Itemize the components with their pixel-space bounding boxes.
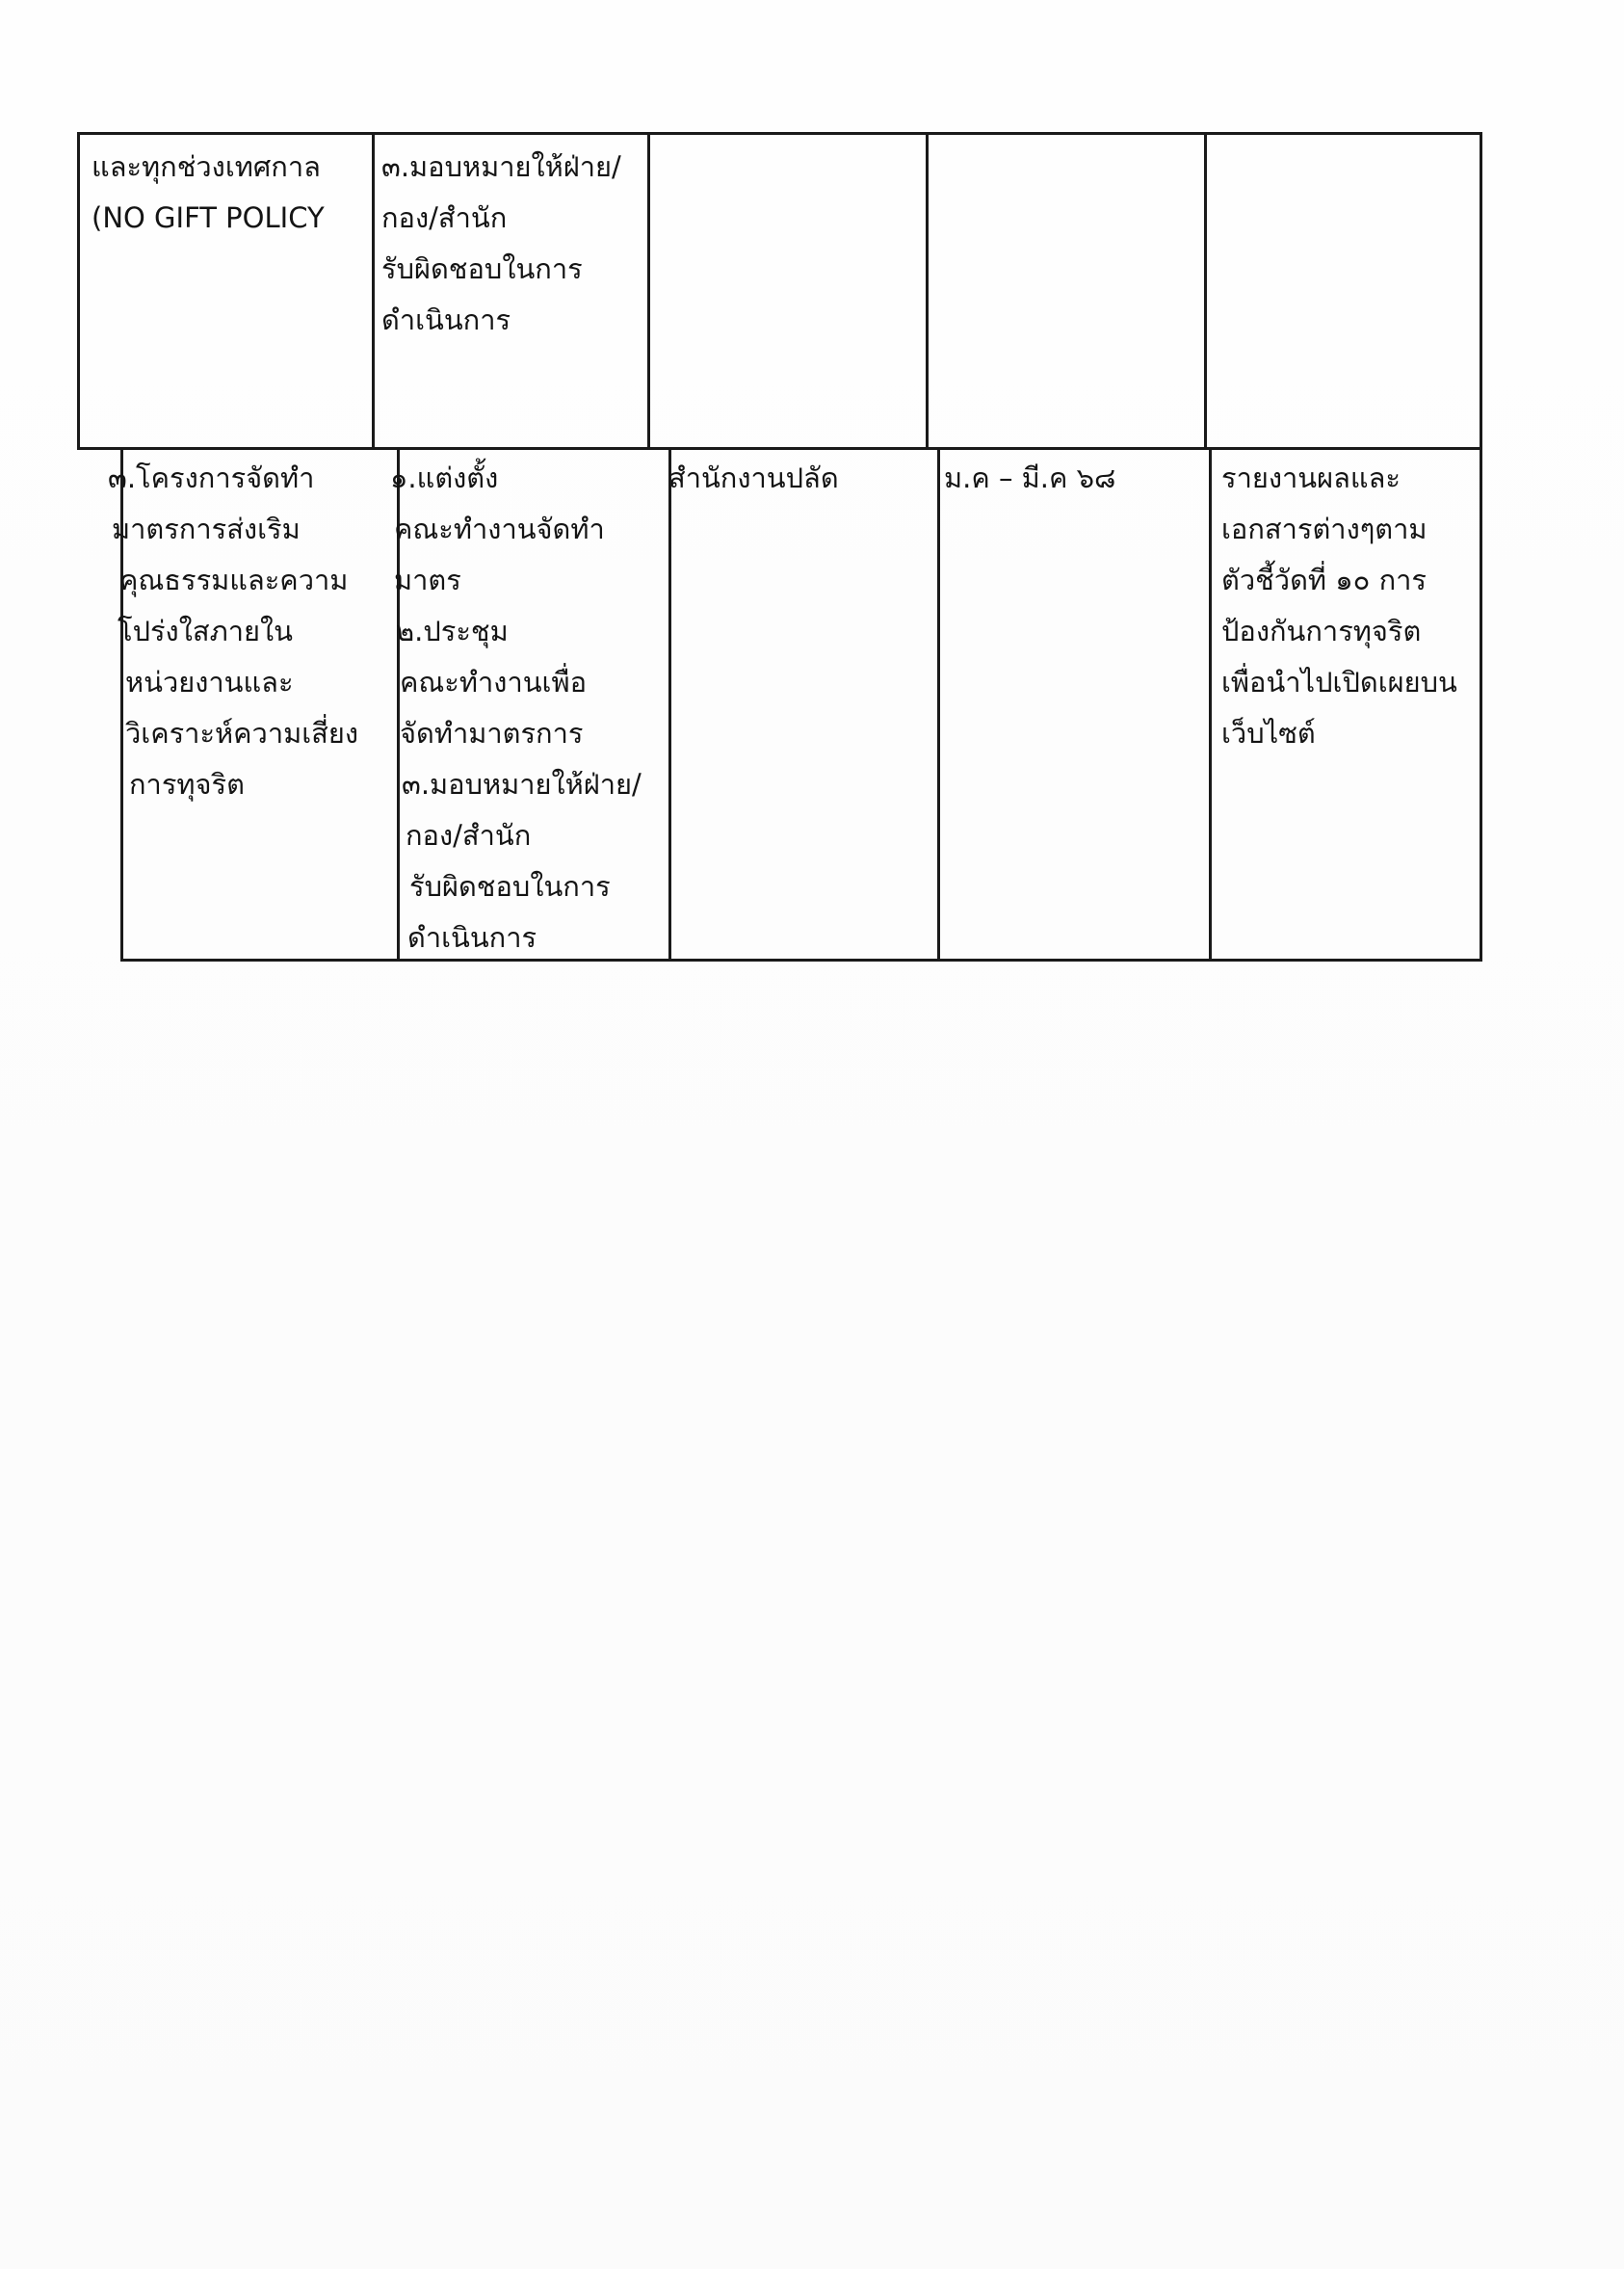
row1-divider-4 [1204,132,1207,449]
table-border-top [77,132,1482,135]
cell-line: คณะทำงานจัดทำ [394,513,605,545]
row2-col5-cell [1221,453,1457,759]
row2-col3-cell [668,453,839,504]
cell-line: ๓.มอบหมายให้ฝ่าย/ [402,768,642,801]
row1-divider-2 [647,132,650,449]
cell-line: ดำเนินการ [407,921,537,954]
row1-col1-cell [92,142,325,244]
cell-line: ตัวชี้วัดที่ ๑๐ การ [1221,564,1427,596]
cell-line: ดำเนินการ [381,303,511,336]
cell-line: คณะทำงานเพื่อ [400,666,587,699]
row2-divider-4 [1209,449,1212,962]
cell-line: (NO GIFT POLICY [92,201,325,234]
cell-line: เอกสารต่างๆตาม [1221,513,1428,545]
row2-divider-2 [668,449,671,962]
cell-line: ๒.ประชุม [396,615,509,647]
cell-line: สำนักงานปลัด [668,462,839,494]
row1-border-right [1480,132,1482,449]
cell-line: ป้องกันการทุจริต [1221,615,1422,647]
row2-divider-3 [937,449,940,962]
row1-divider-1 [372,132,375,449]
row1-border-left [77,132,80,449]
cell-line: คุณธรรมและความ [119,564,349,596]
row2-col2-cell [390,453,642,963]
cell-line: วิเคราะห์ความเสี่ยง [125,717,358,750]
cell-line: เพื่อนำไปเปิดเผยบน [1221,666,1457,699]
row2-col4-cell [944,453,1115,504]
table-row-divider [77,447,1482,450]
cell-line: รับผิดชอบในการ [381,252,583,285]
cell-line: กอง/สำนัก [406,819,532,852]
cell-line: รับผิดชอบในการ [409,870,611,903]
cell-line: รายงานผลและ [1221,462,1401,494]
cell-line: ม.ค – มี.ค ๖๘ [944,462,1116,494]
row1-col2-cell [381,142,621,346]
cell-line: มาตรการส่งเริม [112,513,301,545]
cell-line: ๓.มอบหมายให้ฝ่าย/ [381,150,621,183]
table-border-bottom [120,959,1482,962]
cell-line: กอง/สำนัก [381,201,508,234]
cell-line: โปร่งใสภายใน [118,615,293,647]
cell-line: และทุกช่วงเทศกาล [92,150,321,183]
cell-line: ๑.แต่งตั้ง [390,462,499,494]
cell-line: มาตร [394,564,461,596]
row2-col1-cell [108,453,358,810]
cell-line: จัดทำมาตรการ [400,717,584,750]
cell-line: ๓.โครงการจัดทำ [108,462,315,494]
row1-divider-3 [926,132,929,449]
cell-line: เว็บไซต์ [1221,717,1316,750]
cell-line: หน่วยงานและ [125,666,294,699]
row2-border-right [1480,449,1482,962]
cell-line: การทุจริต [129,768,245,801]
